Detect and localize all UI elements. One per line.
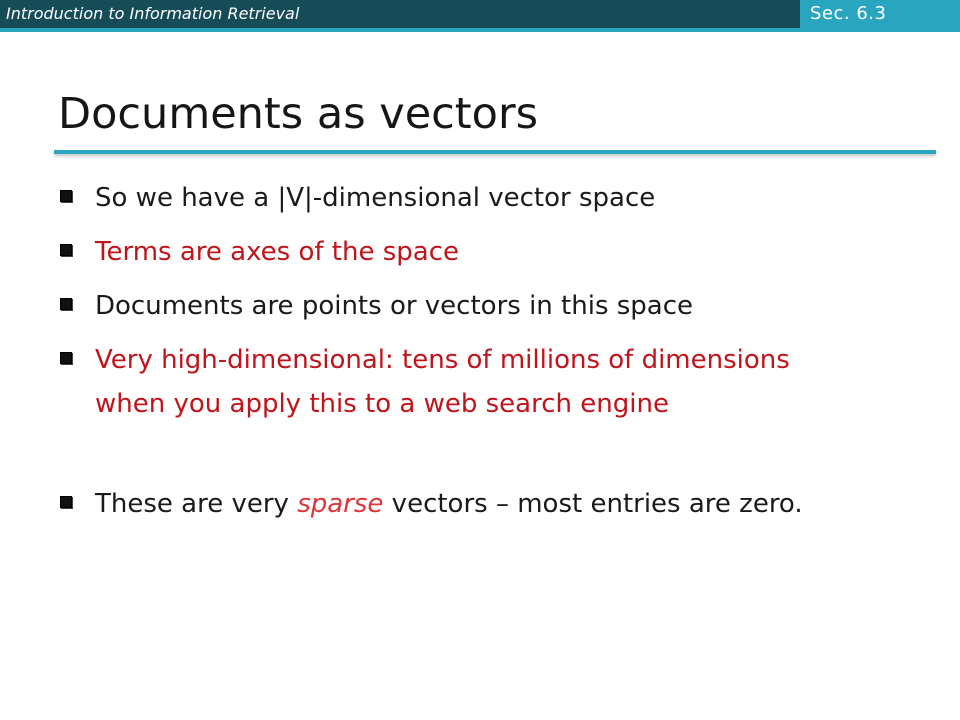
bullet-text: Very high-dimensional: tens of millions of dimensions when you apply this to a web search engine <box>95 345 790 419</box>
square-bullet-icon <box>60 298 72 310</box>
header-stripe <box>0 28 960 32</box>
emphasis-sparse: sparse <box>297 489 384 519</box>
bullet-text: So we have a |V|-dimensional vector space <box>95 183 656 213</box>
bullet-text-after: vectors – most entries are zero. <box>383 489 803 519</box>
bullet-text: Documents are points or vectors in this space <box>95 291 694 321</box>
bullet-text-before: These are very <box>95 489 298 519</box>
square-bullet-icon <box>60 352 72 364</box>
course-title: Introduction to Information Retrieval <box>6 4 300 23</box>
square-bullet-icon <box>60 190 72 202</box>
section-badge <box>800 0 960 28</box>
bullet-text <box>95 482 840 526</box>
square-bullet-icon <box>60 244 72 256</box>
square-bullet-icon <box>60 496 72 508</box>
section-label: Sec. 6.3 <box>810 3 887 24</box>
header-bar <box>0 0 960 28</box>
bullet-text: Terms are axes of the space <box>95 237 459 267</box>
title-divider <box>54 150 936 154</box>
slide-title: Documents as vectors <box>58 89 539 139</box>
